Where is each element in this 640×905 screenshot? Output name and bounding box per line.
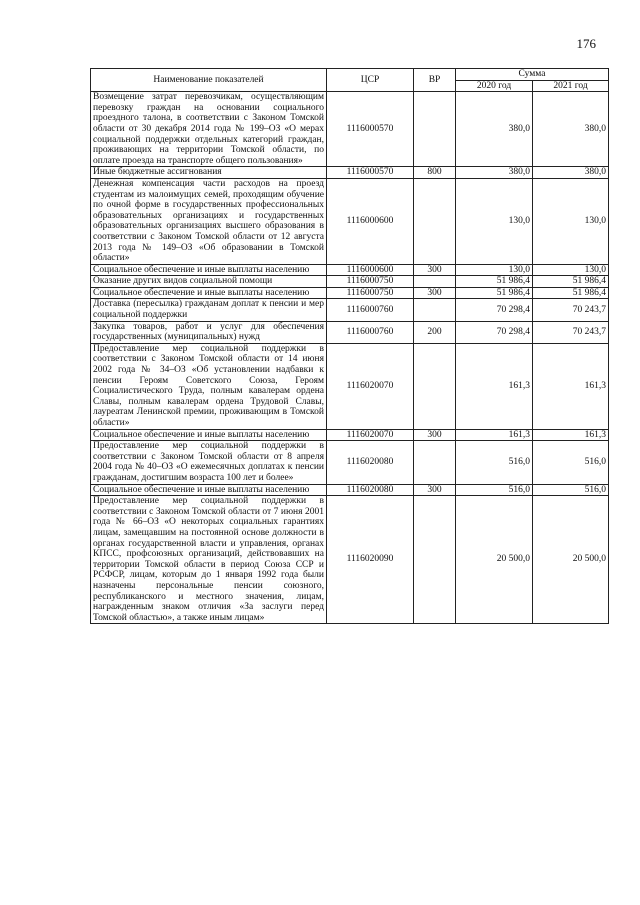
row-vr: 300 — [414, 484, 456, 496]
table-row — [91, 92, 609, 167]
row-vr: 300 — [414, 264, 456, 276]
row-name: Социальное обеспечение и иные выплаты населению — [91, 264, 327, 276]
row-csr: 1116000750 — [327, 287, 414, 299]
row-name: Предоставление мер социальной поддержки в соответствии с Законом Томской области от 14 июня 2002 года № 34–ОЗ «Об установлении надбавки к пенсии Героям Советского Союза, Героям Социалистического Труда, полным кавалерам ордена Славы, полным кавалерам ордена Трудовой Славы, лауреатам Ленинской премии, проживающим в Томской области» — [91, 343, 327, 429]
row-csr: 1116000570 — [327, 92, 414, 167]
header-sum: Сумма — [456, 69, 609, 81]
table-row — [91, 276, 609, 288]
row-sum-2020: 70 298,4 — [456, 321, 533, 343]
row-vr: 300 — [414, 429, 456, 441]
header-year-2021: 2021 год — [533, 80, 609, 92]
row-csr: 1116000760 — [327, 299, 414, 321]
row-sum-2020: 516,0 — [456, 484, 533, 496]
header-vr: ВР — [414, 69, 456, 92]
row-sum-2020: 130,0 — [456, 264, 533, 276]
row-vr — [414, 441, 456, 484]
header-year-2020: 2020 год — [456, 80, 533, 92]
row-name: Доставка (пересылка) гражданам доплат к пенсии и мер социальной поддержки — [91, 299, 327, 321]
row-sum-2020: 130,0 — [456, 178, 533, 264]
row-sum-2020: 380,0 — [456, 167, 533, 179]
table-body — [91, 92, 609, 624]
row-csr: 1116020080 — [327, 484, 414, 496]
row-sum-2021: 130,0 — [533, 264, 609, 276]
row-sum-2020: 380,0 — [456, 92, 533, 167]
row-vr: 200 — [414, 321, 456, 343]
table-row — [91, 484, 609, 496]
row-csr: 1116020080 — [327, 441, 414, 484]
row-sum-2021: 51 986,4 — [533, 276, 609, 288]
header-name: Наименование показателей — [91, 69, 327, 92]
row-sum-2020: 161,3 — [456, 429, 533, 441]
row-name: Возмещение затрат перевозчикам, осуществляющим перевозку граждан на основании социального проездного талона, в соответствии с Законом Томской области от 30 декабря 2014 года № 199–ОЗ «О мерах социальной поддержки отдельных категорий граждан, проживающих на территории Томской области, по оплате проезда на транспорте общего пользования» — [91, 92, 327, 167]
row-vr: 800 — [414, 167, 456, 179]
row-csr: 1116000570 — [327, 167, 414, 179]
row-sum-2021: 70 243,7 — [533, 321, 609, 343]
row-sum-2020: 51 986,4 — [456, 276, 533, 288]
table-row — [91, 343, 609, 429]
table-row — [91, 441, 609, 484]
row-sum-2020: 70 298,4 — [456, 299, 533, 321]
table-row — [91, 264, 609, 276]
row-csr: 1116000600 — [327, 264, 414, 276]
table-row — [91, 496, 609, 624]
row-vr — [414, 92, 456, 167]
table-row — [91, 321, 609, 343]
row-name: Денежная компенсация части расходов на проезд студентам из малоимущих семей, проходящим обучение по очной форме в государственных профессиональных образовательных организациях и государственных образовательных организациях высшего образования в соответствии с Законом Томской области от 12 августа 2013 года № 149–ОЗ «Об образовании в Томской области» — [91, 178, 327, 264]
row-sum-2021: 20 500,0 — [533, 496, 609, 624]
row-name: Иные бюджетные ассигнования — [91, 167, 327, 179]
row-sum-2021: 380,0 — [533, 92, 609, 167]
table-row — [91, 429, 609, 441]
row-name: Предоставление мер социальной поддержки в соответствии с Законом Томской области от 7 июня 2001 года № 66–ОЗ «О некоторых социальных гарантиях лицам, замещавшим на постоянной основе должности в органах государственной власти и управления, органах КПСС, профсоюзных организаций, действовавших на территории Томской области в период Союза ССР и РСФСР, лицам, которым до 1 января 1992 года были назначены персональные пенсии союзного, республиканского и местного значения, лицам, награжденным знаком отличия «За заслуги перед Томской областью», а также иным лицам» — [91, 496, 327, 624]
row-name: Социальное обеспечение и иные выплаты населению — [91, 429, 327, 441]
table-header — [91, 69, 609, 92]
row-vr — [414, 299, 456, 321]
row-sum-2021: 130,0 — [533, 178, 609, 264]
row-vr: 300 — [414, 287, 456, 299]
row-csr: 1116000760 — [327, 321, 414, 343]
row-sum-2020: 20 500,0 — [456, 496, 533, 624]
row-sum-2021: 516,0 — [533, 484, 609, 496]
page-number: 176 — [576, 36, 596, 51]
row-name: Оказание других видов социальной помощи — [91, 276, 327, 288]
row-vr — [414, 178, 456, 264]
row-csr: 1116000750 — [327, 276, 414, 288]
row-sum-2021: 51 986,4 — [533, 287, 609, 299]
table-row — [91, 178, 609, 264]
table-row — [91, 287, 609, 299]
budget-table — [90, 68, 609, 624]
row-csr: 1116000600 — [327, 178, 414, 264]
row-sum-2020: 516,0 — [456, 441, 533, 484]
row-sum-2021: 70 243,7 — [533, 299, 609, 321]
table-row — [91, 167, 609, 179]
row-csr: 1116020090 — [327, 496, 414, 624]
row-vr — [414, 343, 456, 429]
row-csr: 1116020070 — [327, 343, 414, 429]
row-sum-2020: 51 986,4 — [456, 287, 533, 299]
header-csr: ЦСР — [327, 69, 414, 92]
row-sum-2021: 161,3 — [533, 429, 609, 441]
row-csr: 1116020070 — [327, 429, 414, 441]
row-name: Социальное обеспечение и иные выплаты населению — [91, 287, 327, 299]
row-sum-2020: 161,3 — [456, 343, 533, 429]
row-vr — [414, 496, 456, 624]
row-name: Предоставление мер социальной поддержки в соответствии с Законом Томской области от 8 апреля 2004 года № 40–ОЗ «О ежемесячных доплатах к пенсии гражданам, достигшим возраста 100 лет и более» — [91, 441, 327, 484]
table-row — [91, 299, 609, 321]
row-sum-2021: 516,0 — [533, 441, 609, 484]
row-sum-2021: 380,0 — [533, 167, 609, 179]
row-name: Закупка товаров, работ и услуг для обеспечения государственных (муниципальных) нужд — [91, 321, 327, 343]
row-vr — [414, 276, 456, 288]
row-sum-2021: 161,3 — [533, 343, 609, 429]
row-name: Социальное обеспечение и иные выплаты населению — [91, 484, 327, 496]
